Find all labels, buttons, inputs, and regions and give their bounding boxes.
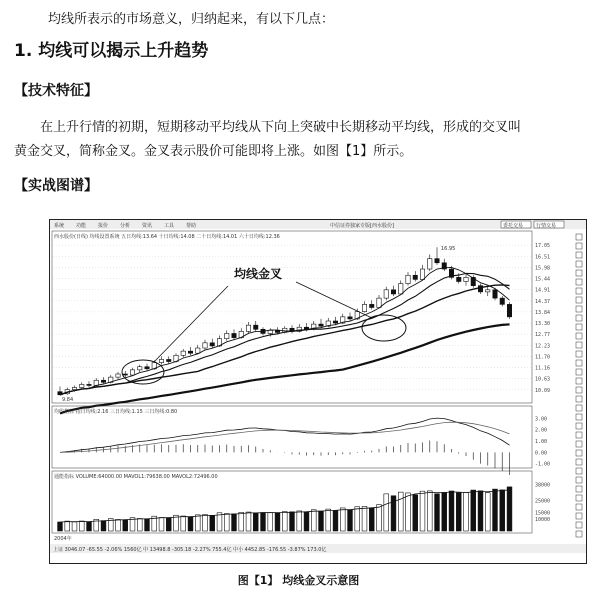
volume-bar	[413, 495, 418, 531]
price-tick: 12.23	[535, 343, 551, 350]
window-title: 中信证券独家专版[西水股份]	[330, 223, 394, 229]
candle-body	[370, 304, 374, 307]
candle-body	[493, 290, 497, 298]
volume-bar	[449, 491, 454, 531]
candle-body	[486, 290, 490, 292]
toolbar-icon[interactable]	[576, 432, 582, 438]
volume-bar	[101, 521, 106, 531]
section-heading: 1. 均线可以揭示上升趋势	[14, 41, 209, 61]
ma-legend: 西水股份(日线) 均线设置系统 五日均线:13.64 十日均线:14.08 二十日均线:14.01 六十日均线:12.36	[54, 234, 280, 240]
toolbar-icon[interactable]	[576, 396, 582, 402]
volume-bar	[253, 513, 258, 531]
trade-button-label: 委托交易	[503, 223, 524, 229]
volume-bar	[333, 510, 338, 531]
figure-caption: 图【1】 均线金叉示意图	[237, 574, 360, 587]
macd-tick: 1.00	[535, 439, 548, 445]
candle-body	[87, 384, 91, 385]
price-tick: 10.63	[535, 376, 551, 383]
candle-body	[268, 330, 272, 333]
menu-item[interactable]: 报价	[98, 223, 109, 229]
toolbar-icon[interactable]	[576, 342, 582, 348]
volume-bar	[268, 513, 273, 531]
volume-bar	[311, 510, 316, 531]
stock-chart-svg	[50, 220, 586, 563]
volume-bar	[224, 514, 229, 531]
macd-tick: 3.00	[535, 416, 548, 423]
candle-body	[457, 277, 461, 281]
volume-bar	[485, 493, 490, 531]
price-tick: 16.51	[535, 254, 551, 261]
toolbar-icon[interactable]	[576, 378, 582, 384]
toolbar-icon[interactable]	[576, 252, 582, 258]
paragraph-line-2: 黄金交叉，简称金叉。金叉表示股价可能即将上涨。如图【1】所示。	[14, 144, 413, 159]
volume-bar	[500, 490, 505, 531]
macd-tick: -1.00	[535, 461, 551, 468]
candle-body	[377, 298, 381, 307]
volume-axis	[535, 482, 550, 522]
chart-section-heading: 【实战图谱】	[14, 178, 98, 194]
annotation-arrow-2	[296, 282, 372, 318]
toolbar-icon[interactable]	[576, 234, 582, 240]
candle-body	[167, 359, 171, 361]
candle-body	[362, 304, 366, 311]
price-tick: 14.37	[535, 298, 551, 305]
volume-bar	[377, 505, 382, 531]
macd-series	[60, 418, 510, 475]
candle-body	[333, 321, 337, 323]
volume-tick: 25000	[535, 498, 551, 505]
candle-body	[464, 277, 468, 281]
volume-bar	[72, 522, 77, 531]
toolbar-icon[interactable]	[576, 243, 582, 249]
price-tick: 15.44	[535, 276, 551, 283]
candle-body	[188, 351, 192, 353]
golden-cross-circle-2	[362, 315, 406, 341]
candle-body	[246, 325, 250, 331]
low-price-label: 9.84	[62, 397, 74, 404]
toolbar-icon[interactable]	[576, 360, 582, 366]
candle-body	[319, 324, 323, 326]
candle-body	[116, 374, 120, 377]
candle-body	[123, 374, 127, 375]
volume-bar	[348, 510, 353, 531]
candle-body	[210, 343, 214, 346]
volume-series	[58, 487, 512, 531]
volume-bar	[355, 507, 360, 531]
candle-body	[101, 380, 105, 382]
toolbar-icon[interactable]	[576, 315, 582, 321]
volume-bar	[282, 512, 287, 531]
price-tick: 17.05	[535, 243, 551, 250]
price-tick: 11.16	[535, 365, 551, 372]
volume-bar	[442, 492, 447, 531]
volume-bar	[79, 521, 84, 531]
toolbar-icon[interactable]	[576, 495, 582, 501]
volume-legend: 通能指标 VOLUME:64000.00 MAVOL1:79638.00 MAVOL2:72496.00	[54, 474, 218, 480]
volume-bar	[435, 494, 440, 531]
candle-body	[232, 333, 236, 337]
golden-cross-annotation: 均线金叉	[234, 267, 283, 281]
volume-bar	[246, 512, 251, 531]
menu-item[interactable]: 资讯	[142, 223, 153, 229]
toolbar-icon[interactable]	[576, 279, 582, 285]
volume-bar	[239, 512, 244, 531]
volume-bar	[297, 511, 302, 531]
candle-body	[435, 259, 439, 263]
volume-bar	[261, 513, 266, 531]
price-tick: 10.09	[535, 387, 551, 394]
candle-body	[181, 351, 185, 355]
stock-chart-screenshot	[49, 219, 587, 564]
volume-bar	[195, 515, 200, 531]
toolbar-icon[interactable]	[576, 477, 582, 483]
toolbar-icon[interactable]	[576, 387, 582, 393]
date-axis-label: 2004年	[54, 536, 72, 542]
candle-body	[413, 275, 417, 279]
volume-bar	[58, 522, 63, 531]
volume-bar	[304, 512, 309, 531]
price-tick: 13.30	[535, 321, 551, 328]
candle-body	[225, 333, 229, 338]
volume-bar	[507, 487, 512, 531]
price-axis	[535, 243, 550, 394]
volume-bar	[137, 518, 142, 531]
volume-bar	[369, 508, 374, 531]
toolbar-icon[interactable]	[576, 522, 582, 528]
volume-bar	[275, 513, 280, 531]
volume-bar	[478, 491, 483, 531]
volume-bar	[362, 506, 367, 531]
candlestick-series	[58, 247, 512, 395]
volume-bar	[203, 515, 208, 531]
toolbar-icon[interactable]	[576, 333, 582, 339]
toolbar-icon[interactable]	[576, 468, 582, 474]
toolbar-icon[interactable]	[576, 261, 582, 267]
price-tick: 13.84	[535, 309, 551, 316]
volume-bar	[471, 490, 476, 531]
price-tick: 14.91	[535, 287, 551, 294]
volume-bar	[166, 518, 171, 531]
volume-bar	[159, 518, 164, 531]
price-grid	[53, 245, 531, 390]
volume-bar	[456, 493, 461, 531]
menu-item[interactable]: 工具	[164, 223, 175, 229]
candle-body	[478, 286, 482, 292]
menu-item[interactable]: 分析	[120, 223, 131, 229]
volume-tick: 38000	[535, 482, 551, 489]
toolbar-icon[interactable]	[576, 423, 582, 429]
volume-bar	[493, 489, 498, 531]
toolbar-icon[interactable]	[576, 513, 582, 519]
price-tick: 12.77	[535, 332, 551, 339]
candle-body	[72, 388, 76, 390]
market-status-text: 上证 3046.07 -65.55 -2.06% 1560亿 中 13498.8 -305.18 -2.27% 755.4亿 中小 4452.85 -176.55 -3.87% 173.0亿	[53, 547, 327, 553]
toolbar-icon[interactable]	[576, 405, 582, 411]
volume-bar	[319, 511, 324, 531]
ma-line-40	[60, 324, 510, 413]
candle-body	[406, 275, 410, 283]
toolbar-icon[interactable]	[576, 531, 582, 537]
volume-bar	[406, 493, 411, 531]
ma-line-20	[60, 285, 510, 395]
macd-dea-line	[60, 422, 510, 452]
candle-body	[159, 359, 163, 362]
volume-tick: 15000	[535, 510, 551, 517]
volume-bar	[326, 509, 331, 531]
candle-body	[348, 317, 352, 319]
volume-bar	[210, 515, 215, 531]
toolbar-icon[interactable]	[576, 351, 582, 357]
high-price-label: 16.95	[441, 246, 456, 253]
macd-legend: 均线指标 指日均线:2.16 三日均线:1.15 三日均线:0.80	[54, 409, 178, 415]
price-tick: 15.98	[535, 265, 551, 272]
menu-item[interactable]: 系统	[54, 223, 65, 229]
candle-body	[203, 343, 207, 348]
macd-tick: 2.00	[535, 427, 548, 434]
toolbar-icon[interactable]	[576, 270, 582, 276]
price-tick: 11.70	[535, 354, 551, 361]
volume-bar	[464, 493, 469, 531]
toolbar-icon[interactable]	[576, 297, 582, 303]
annotation-arrow-1	[154, 286, 228, 362]
volume-bar	[145, 519, 150, 531]
volume-bar	[188, 517, 193, 531]
toolbar-icon[interactable]	[576, 486, 582, 492]
volume-bar	[420, 491, 425, 531]
volume-bar	[290, 512, 295, 531]
candle-body	[196, 348, 200, 353]
toolbar-icon[interactable]	[576, 504, 582, 510]
right-toolbar[interactable]	[576, 234, 582, 537]
volume-bar	[232, 514, 237, 531]
intro-text: 均线所表示的市场意义，归纳起来，有以下几点：	[48, 12, 335, 27]
toolbar-icon[interactable]	[576, 324, 582, 330]
macd-tick: 0.00	[535, 450, 548, 457]
toolbar-icon[interactable]	[576, 459, 582, 465]
candle-body	[145, 367, 149, 369]
volume-bar	[427, 491, 432, 531]
toolbar-icon[interactable]	[576, 450, 582, 456]
candle-body	[500, 298, 504, 304]
toolbar-icon[interactable]	[576, 441, 582, 447]
volume-tick: 10000	[535, 516, 551, 523]
candle-body	[130, 370, 134, 375]
paragraph-line-1: 在上升行情的初期，短期移动平均线从下向上突破中长期移动平均线，形成的交叉叫	[40, 120, 522, 135]
candle-body	[138, 367, 142, 370]
quote-button-label: 行情交易	[536, 223, 557, 229]
candle-body	[384, 290, 388, 298]
toolbar-icon[interactable]	[576, 288, 582, 294]
volume-bar	[123, 520, 128, 531]
tech-feature-heading: 【技术特征】	[14, 83, 98, 99]
candle-body	[507, 304, 511, 316]
candle-body	[420, 269, 424, 279]
candle-body	[254, 325, 258, 329]
volume-bar	[340, 508, 345, 531]
candle-body	[391, 290, 395, 294]
volume-bar	[65, 521, 70, 531]
toolbar-icon[interactable]	[576, 306, 582, 312]
volume-bar	[384, 494, 389, 531]
volume-bar	[181, 516, 186, 531]
volume-bar	[116, 519, 121, 531]
toolbar-icon[interactable]	[576, 414, 582, 420]
volume-bar	[87, 522, 92, 531]
toolbar-icon[interactable]	[576, 369, 582, 375]
candle-body	[428, 259, 432, 269]
macd-panel	[52, 406, 532, 468]
menu-item[interactable]: 帮助	[186, 223, 197, 229]
moving-average-lines	[60, 267, 510, 413]
candle-body	[399, 284, 403, 294]
candle-body	[80, 384, 84, 387]
menu-item[interactable]: 功能	[76, 223, 87, 229]
volume-bar	[217, 513, 222, 531]
macd-axis	[535, 416, 550, 467]
